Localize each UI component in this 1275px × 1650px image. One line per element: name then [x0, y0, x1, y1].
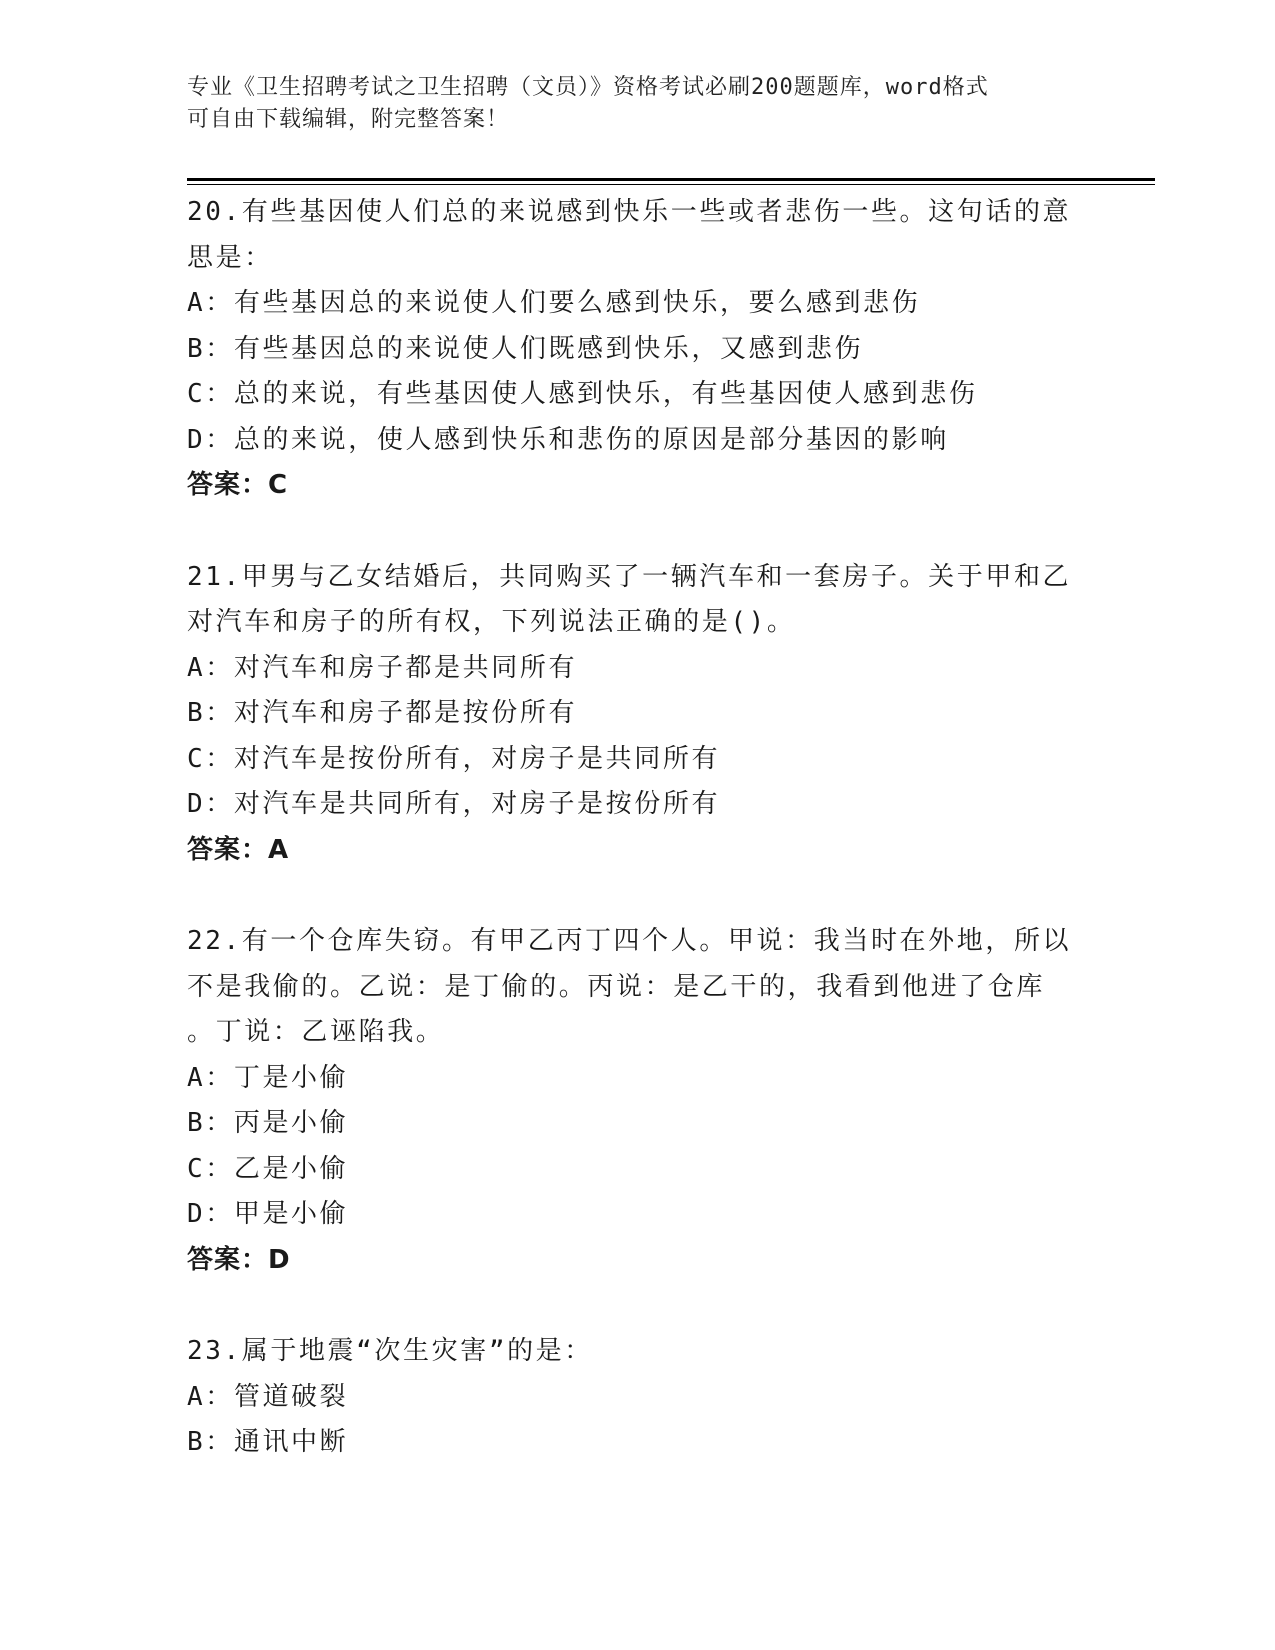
header-divider-thin [187, 184, 1155, 185]
question-21-stem-line-2: 对汽车和房子的所有权，下列说法正确的是()。 [187, 607, 796, 637]
question-21 [187, 555, 1087, 874]
header-line-2: 可自由下载编辑，附完整答案！ [187, 107, 510, 132]
question-23-stem-line-1: 23.属于地震“次生灾害”的是： [187, 1336, 593, 1366]
question-23-option-a: A：管道破裂 [187, 1381, 349, 1412]
question-21-answer: 答案：A [187, 834, 290, 865]
question-23 [187, 1329, 1087, 1466]
header-divider-thick [187, 178, 1155, 181]
question-21-option-b: B：对汽车和房子都是按份所有 [187, 698, 578, 728]
question-22-stem-line-1: 22.有一个仓库失窃。有甲乙丙丁四个人。甲说：我当时在外地，所以 [187, 926, 1072, 956]
question-21-option-d: D：对汽车是共同所有，对房子是按份所有 [187, 789, 721, 819]
question-22-stem-line-2: 不是我偷的。乙说：是丁偷的。丙说：是乙干的，我看到他进了仓库 [187, 971, 1046, 1002]
header-line-1: 专业《卫生招聘考试之卫生招聘（文员）》资格考试必刷200题题库，word格式 [187, 75, 989, 100]
question-20-option-b: B：有些基因总的来说使人们既感到快乐，又感到悲伤 [187, 333, 864, 364]
question-22-option-b: B：丙是小偷 [187, 1108, 349, 1138]
question-21-option-a: A：对汽车和房子都是共同所有 [187, 652, 578, 683]
question-list [187, 190, 1087, 1512]
question-21-stem-line-1: 21.甲男与乙女结婚后，共同购买了一辆汽车和一套房子。关于甲和乙 [187, 561, 1072, 592]
question-20-option-c: C：总的来说，有些基因使人感到快乐，有些基因使人感到悲伤 [187, 379, 978, 409]
document-header [187, 72, 1067, 136]
question-22-option-a: A：丁是小偷 [187, 1062, 349, 1093]
question-22-stem-line-3: 。丁说：乙诬陷我。 [187, 1017, 445, 1047]
question-22-option-c: C：乙是小偷 [187, 1153, 349, 1184]
question-23-option-b: B：通讯中断 [187, 1427, 349, 1457]
question-22 [187, 919, 1087, 1283]
question-20 [187, 190, 1087, 509]
question-22-option-d: D：甲是小偷 [187, 1199, 349, 1229]
question-20-option-d: D：总的来说，使人感到快乐和悲伤的原因是部分基因的影响 [187, 424, 949, 455]
question-20-stem-line-2: 思是： [187, 242, 273, 273]
question-20-stem-line-1: 20.有些基因使人们总的来说感到快乐一些或者悲伤一些。这句话的意 [187, 197, 1072, 227]
question-20-answer: 答案：C [187, 470, 289, 500]
question-22-answer: 答案：D [187, 1244, 291, 1275]
question-20-option-a: A：有些基因总的来说使人们要么感到快乐，要么感到悲伤 [187, 288, 921, 318]
question-21-option-c: C：对汽车是按份所有，对房子是共同所有 [187, 743, 721, 774]
